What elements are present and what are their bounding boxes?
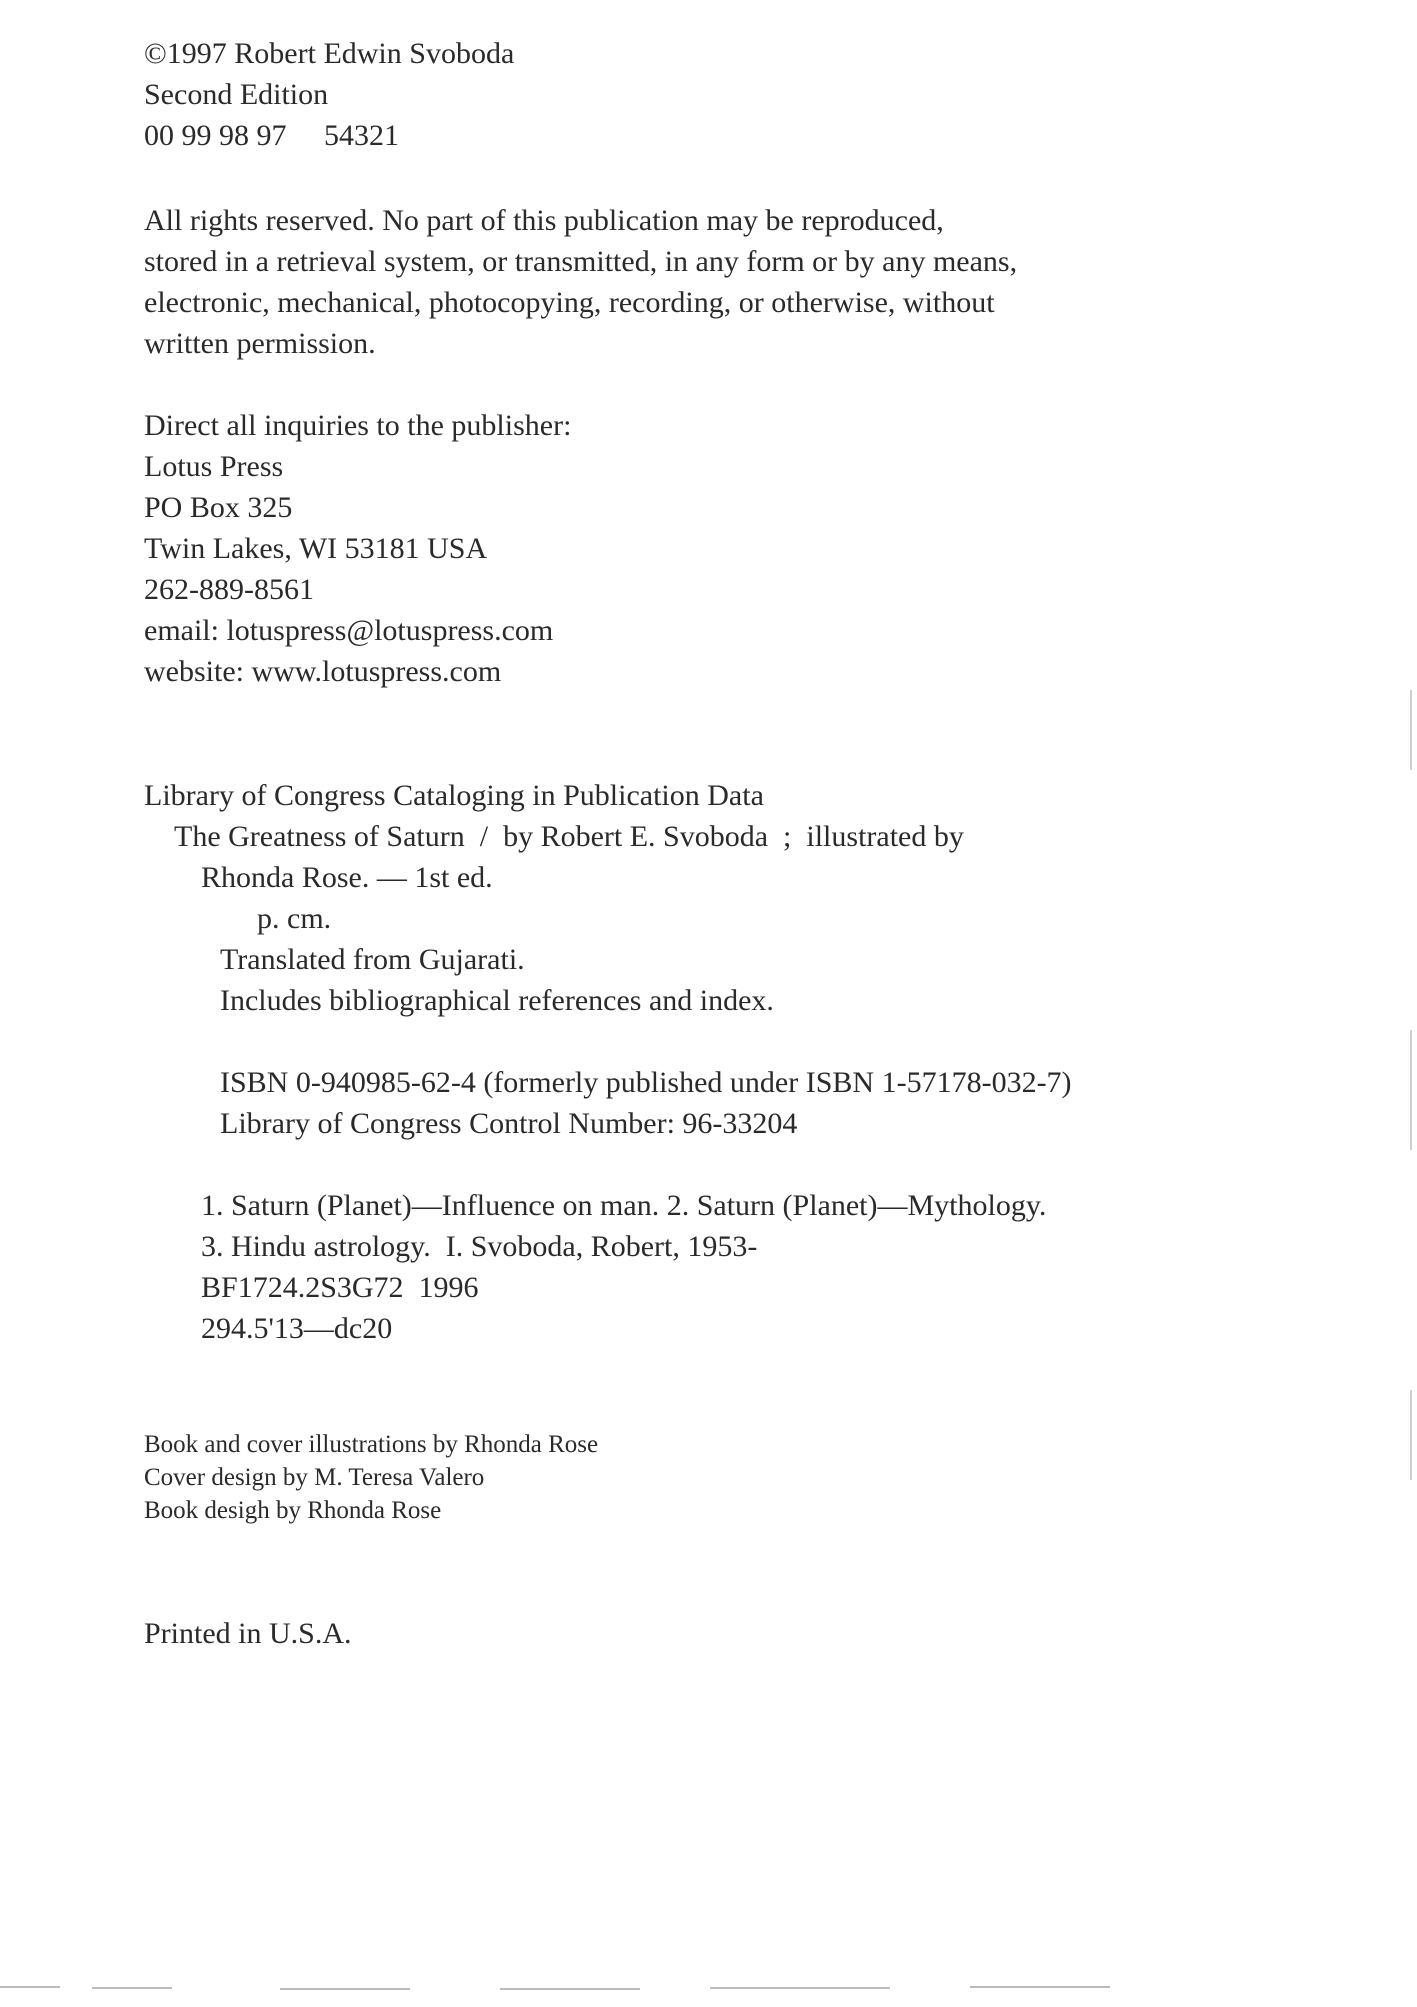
scan-artifact	[92, 1987, 172, 1989]
cip-dewey: 294.5'13—dc20	[201, 1312, 393, 1345]
cip-physical: p. cm.	[257, 902, 332, 935]
cip-isbn: ISBN 0-940985-62-4 (formerly published under ISBN 1-57178-032-7)	[220, 1066, 1072, 1099]
cip-title-line: The Greatness of Saturn / by Robert E. Svoboda ; illustrated by	[174, 820, 964, 853]
publisher-phone: 262-889-8561	[144, 573, 314, 606]
cip-note: Translated from Gujarati.	[220, 943, 525, 976]
scan-artifact	[1410, 1390, 1412, 1480]
printed-in	[144, 1613, 352, 1654]
design-credits	[144, 1428, 598, 1527]
cip-subjects: 1. Saturn (Planet)—Influence on man. 2. Saturn (Planet)—Mythology.	[201, 1189, 1047, 1222]
scan-artifact	[970, 1986, 1110, 1988]
rights-line: written permission.	[144, 327, 376, 360]
publisher-city: Twin Lakes, WI 53181 USA	[144, 532, 488, 565]
copyright-block	[144, 33, 514, 156]
cip-data	[144, 775, 1072, 1349]
rights-line: electronic, mechanical, photocopying, recording, or otherwise, without	[144, 286, 995, 319]
scan-artifact	[710, 1987, 890, 1989]
cip-lccn: Library of Congress Control Number: 96-33204	[220, 1107, 798, 1140]
printing-line: 00 99 98 97 54321	[144, 119, 399, 152]
cip-call-number: BF1724.2S3G72 1996	[201, 1271, 479, 1304]
copyright-notice: ©1997 Robert Edwin Svoboda	[144, 37, 515, 70]
cip-note: Includes bibliographical references and index.	[220, 984, 774, 1017]
scan-artifact	[280, 1988, 410, 1990]
credit-line: Cover design by M. Teresa Valero	[144, 1464, 485, 1491]
credit-line: Book desigh by Rhonda Rose	[144, 1497, 442, 1524]
publisher-website: website: www.lotuspress.com	[144, 655, 502, 688]
cip-spacer	[144, 1144, 1072, 1185]
scan-artifact	[500, 1988, 640, 1990]
cip-subjects: 3. Hindu astrology. I. Svoboda, Robert, 1953-	[201, 1230, 758, 1263]
publisher-email: email: lotuspress@lotuspress.com	[144, 614, 554, 647]
scan-artifact	[1410, 1030, 1412, 1150]
cip-heading: Library of Congress Cataloging in Publication Data	[144, 779, 764, 812]
rights-statement	[144, 200, 1017, 364]
cip-illustrator-line: Rhonda Rose. — 1st ed.	[201, 861, 493, 894]
edition-label: Second Edition	[144, 78, 329, 111]
inquiries-intro: Direct all inquiries to the publisher:	[144, 409, 572, 442]
publisher-po-box: PO Box 325	[144, 491, 293, 524]
credit-line: Book and cover illustrations by Rhonda Rose	[144, 1431, 599, 1458]
scan-artifact	[1410, 690, 1412, 770]
publisher-address	[144, 405, 571, 692]
rights-line: All rights reserved. No part of this publication may be reproduced,	[144, 204, 944, 237]
cip-spacer	[144, 1021, 1072, 1062]
publisher-name: Lotus Press	[144, 450, 284, 483]
scan-artifact	[0, 1986, 60, 1988]
printed-label: Printed in U.S.A.	[144, 1617, 352, 1650]
rights-line: stored in a retrieval system, or transmitted, in any form or by any means,	[144, 245, 1018, 278]
